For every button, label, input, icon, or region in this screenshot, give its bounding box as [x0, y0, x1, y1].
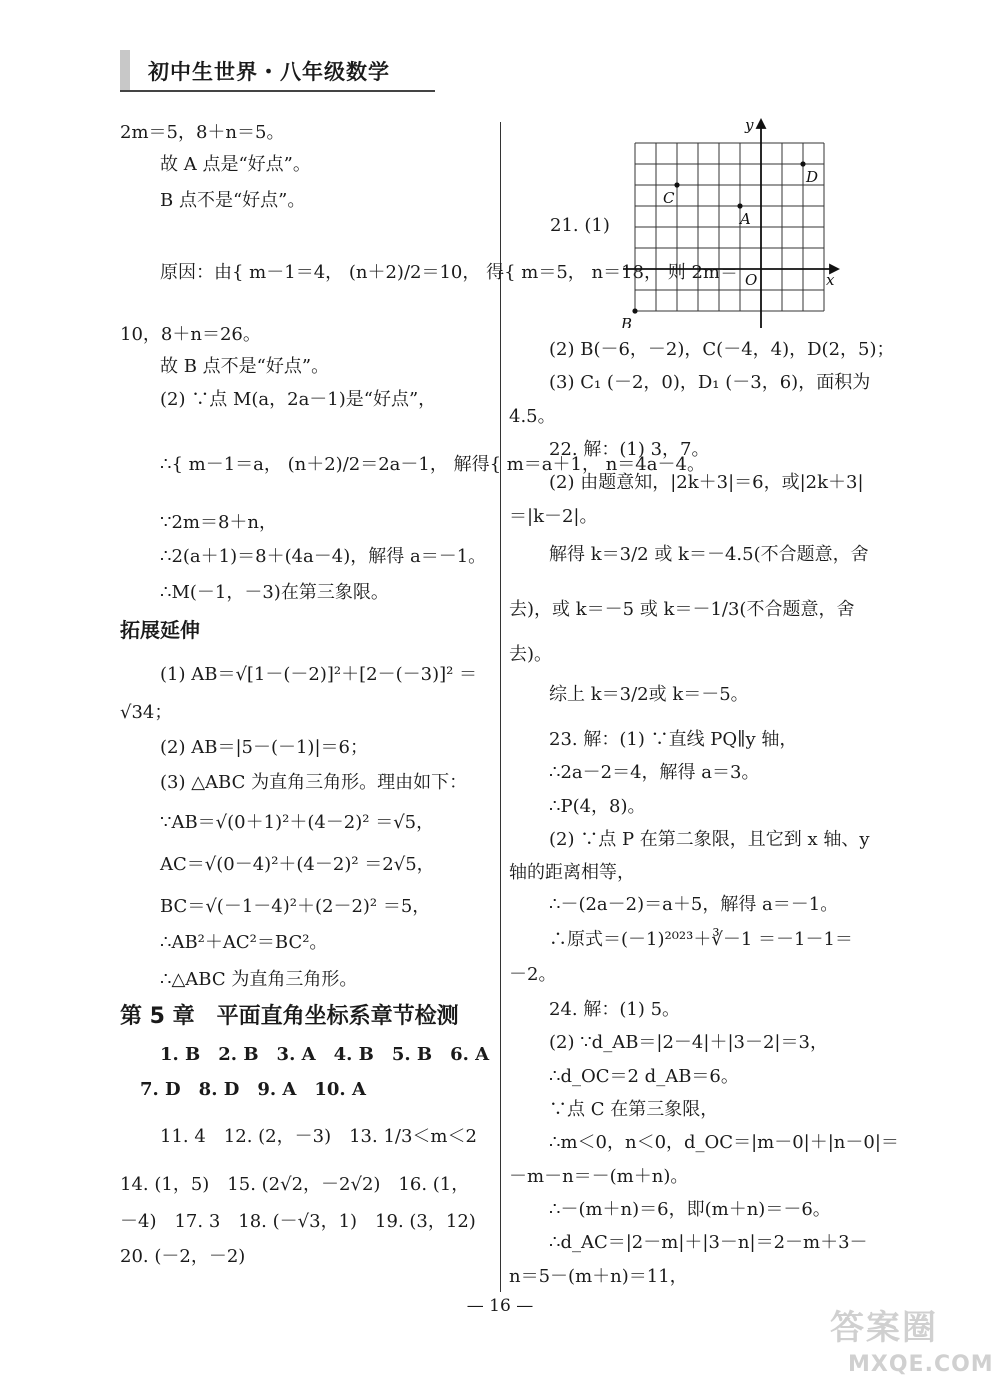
- page-number: — 16 —: [466, 1296, 534, 1316]
- text-line: ∴M(－1，－3)在第三象限。: [160, 582, 389, 603]
- text-line: √34；: [120, 702, 173, 723]
- text-line: 24. 解：(1) 5。: [549, 999, 681, 1020]
- answer-line: 14. (1，5) 15. (2√2，－2√2) 16. (1，: [120, 1174, 470, 1195]
- point-a-label: A: [740, 210, 751, 228]
- answer-line: 1. B 2. B 3. A 4. B 5. B 6. A: [160, 1044, 490, 1065]
- point-b: [632, 308, 637, 313]
- text-line: (2) ∵点 P 在第二象限，且它到 x 轴、y: [549, 829, 870, 850]
- text-line: AC＝√(0－4)²＋(4－2)² ＝2√5，: [160, 854, 435, 875]
- header-accent-bar: [120, 50, 130, 90]
- answer-line: －4) 17. 3 18. (－√3，1) 19. (3，12): [120, 1211, 476, 1232]
- text-line: ∴2a－2＝4，解得 a＝3。: [549, 762, 760, 783]
- y-axis-label: y: [745, 118, 754, 134]
- text-line: 故 B 点不是“好点”。: [160, 356, 330, 377]
- point-c: [674, 182, 679, 187]
- text-line: ∴P(4，8)。: [549, 796, 646, 817]
- text-line: 2m＝5，8＋n＝5。: [120, 122, 285, 143]
- text-line: (3) C₁ (－2，0)，D₁ (－3，6)，面积为: [549, 372, 871, 393]
- watermark-line2: MXQE.COM: [848, 1352, 994, 1377]
- text-line: (2) 由题意知，|2k＋3|＝6，或|2k＋3|: [549, 472, 864, 493]
- answer-line: 7. D 8. D 9. A 10. A: [140, 1079, 366, 1100]
- text-line: 综上 k＝3/2或 k＝－5。: [549, 684, 749, 705]
- text-line: 22. 解：(1) 3，7。: [549, 439, 710, 460]
- text-line: 去)，或 k＝－5 或 k＝－1/3(不合题意，舍: [509, 599, 855, 620]
- text-line: B 点不是“好点”。: [160, 190, 306, 211]
- text-line: 4.5。: [509, 406, 556, 427]
- section-heading: 拓展延伸: [120, 618, 200, 642]
- text-line: －m－n＝－(m＋n)。: [509, 1166, 689, 1187]
- point-d-label: D: [806, 168, 819, 186]
- text-line: ∴△ABC 为直角三角形。: [160, 969, 358, 990]
- text-line: 10，8＋n＝26。: [120, 324, 261, 345]
- text-line: ∴{ m－1＝a， (n＋2)/2＝2a－1， 解得{ m＝a＋1， n＝4a－4。: [160, 454, 705, 475]
- point-a: [737, 203, 742, 208]
- text-line: 故 A 点是“好点”。: [160, 154, 311, 175]
- text-line: (2) ∵点 M(a，2a－1)是“好点”，: [160, 389, 437, 410]
- text-line: n＝5－(m＋n)＝11，: [509, 1266, 688, 1287]
- header-underline: [120, 90, 435, 92]
- text-line: ∴－(m＋n)＝6，即(m＋n)＝－6。: [549, 1199, 831, 1220]
- point-d: [800, 161, 805, 166]
- page-header-title: 初中生世界・八年级数学: [148, 60, 390, 84]
- text-line: ∴－(2a－2)＝a＋5，解得 a＝－1。: [549, 894, 839, 915]
- text-line: ＝|k－2|。: [509, 506, 598, 527]
- column-divider: [500, 122, 501, 1292]
- text-line: 去)。: [509, 644, 553, 665]
- text-line: (2) B(－6，－2)，C(－4，4)，D(2，5)；: [549, 339, 895, 360]
- y-axis-arrow: [757, 120, 765, 128]
- text-line: 轴的距离相等，: [509, 862, 635, 883]
- text-line: 23. 解：(1) ∵直线 PQ∥y 轴，: [549, 729, 798, 750]
- text-line: ∵点 C 在第三象限，: [549, 1099, 719, 1120]
- text-line: ∴d_AC＝|2－m|＋|3－n|＝2－m＋3－: [549, 1232, 868, 1253]
- text-line: －2。: [509, 964, 557, 985]
- chapter-heading: 第 5 章 平面直角坐标系章节检测: [120, 1004, 459, 1029]
- coordinate-grid: [610, 118, 840, 328]
- text-line: ∴d_OC＝2 d_AB＝6。: [549, 1066, 739, 1087]
- text-line: ∴AB²＋AC²＝BC²。: [160, 932, 328, 953]
- text-line: 解得 k＝3/2 或 k＝－4.5(不合题意，舍: [549, 544, 869, 565]
- text-line: ∵AB＝√(0＋1)²＋(4－2)² ＝√5，: [160, 812, 435, 833]
- text-line: ∴原式＝(－1)²⁰²³＋∛－1 ＝－1－1＝: [549, 929, 853, 950]
- text-line: (2) ∵d_AB＝|2－4|＋|3－2|＝3，: [549, 1032, 828, 1053]
- text-line: BC＝√(－1－4)²＋(2－2)² ＝5，: [160, 896, 431, 917]
- text-line: (1) AB＝√[1－(－2)]²＋[2－(－3)]² ＝: [160, 664, 478, 685]
- watermark-logo: [830, 1300, 994, 1377]
- watermark-line1: 答案圈: [830, 1308, 938, 1348]
- text-line: 原因：由{ m－1＝4， (n＋2)/2＝10， 得{ m＝5， n＝18， 则 2m＝: [160, 262, 738, 283]
- text-line: (2) AB＝|5－(－1)|＝6；: [160, 737, 368, 758]
- point-b-label: B: [621, 315, 633, 328]
- text-line: ∴2(a＋1)＝8＋(4a－4)，解得 a＝－1。: [160, 546, 487, 567]
- text-line: (3) △ABC 为直角三角形。理由如下：: [160, 772, 468, 793]
- origin-label: O: [745, 271, 758, 289]
- text-line: ∴m＜0，n＜0，d_OC＝|m－0|＋|n－0|＝: [549, 1132, 899, 1153]
- question-21-label: 21. (1): [550, 215, 610, 236]
- point-c-label: C: [663, 189, 675, 207]
- x-axis-label: x: [826, 271, 835, 289]
- answer-line: 20. (－2，－2): [120, 1246, 246, 1267]
- text-line: ∵2m＝8＋n，: [160, 512, 278, 533]
- answer-line: 11. 4 12. (2，－3) 13. 1/3＜m＜2: [160, 1126, 477, 1147]
- coordinate-grid-svg: [610, 118, 840, 328]
